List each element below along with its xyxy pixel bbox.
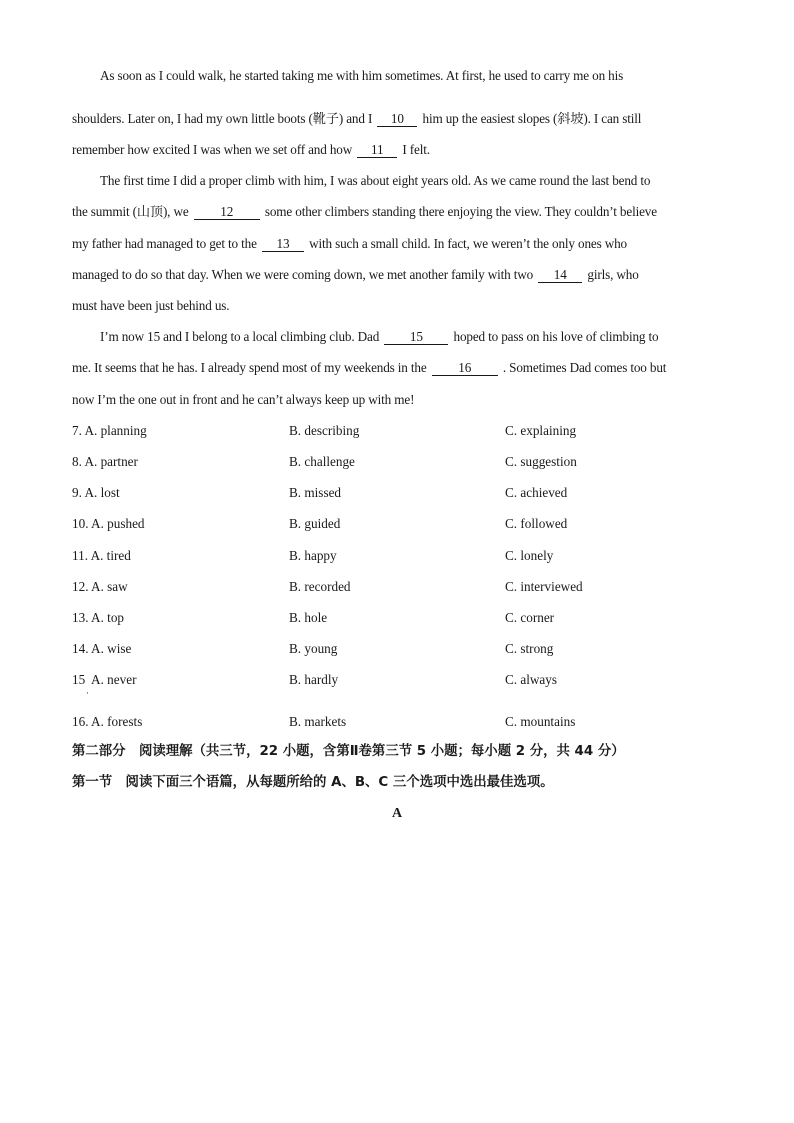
passage-line bbox=[72, 236, 716, 252]
option-b[interactable]: B. hardly bbox=[289, 672, 339, 687]
passage-line bbox=[72, 111, 716, 127]
passage-text: the summit (山顶), we bbox=[72, 204, 189, 219]
option-c[interactable]: C. explaining bbox=[505, 423, 577, 438]
option-a[interactable]: 15 A. never bbox=[72, 672, 137, 687]
passage-line bbox=[100, 68, 716, 84]
passage-text: As soon as I could walk, he started taking me with him sometimes. At first, he used to carry me on his bbox=[100, 68, 624, 83]
option-a[interactable]: 13. A. top bbox=[72, 610, 125, 625]
passage-label: A bbox=[391, 806, 403, 821]
option-a[interactable]: 9. A. lost bbox=[72, 485, 120, 500]
option-c[interactable]: C. achieved bbox=[505, 485, 568, 500]
option-row bbox=[72, 516, 722, 532]
option-row bbox=[72, 454, 722, 470]
option-b[interactable]: B. happy bbox=[289, 548, 337, 563]
option-a[interactable]: 11. A. tired bbox=[72, 548, 131, 563]
blank-14[interactable]: 14 bbox=[538, 268, 582, 283]
option-row bbox=[72, 641, 722, 657]
blank-10[interactable]: 10 bbox=[377, 112, 417, 127]
passage-text: me. It seems that he has. I already spend most of my weekends in the bbox=[72, 360, 427, 375]
passage-line bbox=[72, 267, 716, 283]
passage-line bbox=[72, 392, 716, 408]
option-row bbox=[72, 610, 722, 626]
option-a[interactable]: 16. A. forests bbox=[72, 714, 143, 729]
passage-text: must have been just behind us. bbox=[72, 298, 230, 313]
option-c[interactable]: C. followed bbox=[505, 516, 568, 531]
passage-line bbox=[100, 329, 716, 345]
passage-line bbox=[100, 173, 716, 189]
option-a[interactable]: 12. A. saw bbox=[72, 579, 128, 594]
option-c[interactable]: C. corner bbox=[505, 610, 555, 625]
passage-text: with such a small child. In fact, we weren’t the only ones who bbox=[309, 236, 627, 251]
passage-line bbox=[72, 142, 716, 158]
option-c[interactable]: C. suggestion bbox=[505, 454, 577, 469]
option-c[interactable]: C. always bbox=[505, 672, 558, 687]
option-c[interactable]: C. mountains bbox=[505, 714, 576, 729]
section-heading-section-one: 第一节 阅读下面三个语篇，从每题所给的 A、B、C 三个选项中选出最佳选项。 bbox=[72, 775, 554, 790]
option-c[interactable]: C. interviewed bbox=[505, 579, 583, 594]
blank-13[interactable]: 13 bbox=[262, 237, 304, 252]
option-row bbox=[72, 714, 722, 730]
passage-line bbox=[72, 298, 716, 314]
passage-text: remember how excited I was when we set off and how bbox=[72, 142, 353, 157]
option-a[interactable]: 10. A. pushed bbox=[72, 516, 145, 531]
passage-text: hoped to pass on his love of climbing to bbox=[453, 329, 659, 344]
option-a[interactable]: 14. A. wise bbox=[72, 641, 132, 656]
option-a[interactable]: 7. A. planning bbox=[72, 423, 147, 438]
option-row bbox=[72, 485, 722, 501]
option-row bbox=[72, 672, 722, 688]
passage-text: some other climbers standing there enjoying the view. They couldn’t believe bbox=[264, 204, 657, 219]
option-row bbox=[72, 579, 722, 595]
blank-11[interactable]: 11 bbox=[357, 143, 397, 158]
stray-dot-mark: · bbox=[86, 688, 89, 698]
passage-text: . Sometimes Dad comes too but bbox=[502, 360, 667, 375]
section-heading-part-two: 第二部分 阅读理解（共三节，22 小题，含第Ⅱ卷第三节 5 小题；每小题 2 分，共 44 分） bbox=[72, 744, 625, 759]
passage-text: I felt. bbox=[402, 142, 430, 157]
blank-15[interactable]: 15 bbox=[384, 330, 448, 345]
passage-text: now I’m the one out in front and he can’t always keep up with me! bbox=[72, 392, 415, 407]
option-c[interactable]: C. strong bbox=[505, 641, 554, 656]
passage-line bbox=[72, 204, 716, 220]
option-row bbox=[72, 548, 722, 564]
passage-text: I’m now 15 and I belong to a local climbing club. Dad bbox=[100, 329, 380, 344]
passage-text: shoulders. Later on, I had my own little boots (靴子) and I bbox=[72, 111, 373, 126]
option-row bbox=[72, 423, 722, 439]
passage-line bbox=[72, 360, 716, 376]
option-b[interactable]: B. hole bbox=[289, 610, 328, 625]
passage-text: managed to do so that day. When we were coming down, we met another family with two bbox=[72, 267, 534, 282]
blank-16[interactable]: 16 bbox=[432, 361, 498, 376]
passage-text: him up the easiest slopes (斜坡). I can still bbox=[422, 111, 642, 126]
option-b[interactable]: B. challenge bbox=[289, 454, 355, 469]
passage-text: The first time I did a proper climb with him, I was about eight years old. As we came round the last bend to bbox=[100, 173, 651, 188]
option-a[interactable]: 8. A. partner bbox=[72, 454, 138, 469]
option-b[interactable]: B. guided bbox=[289, 516, 341, 531]
blank-12[interactable]: 12 bbox=[194, 205, 260, 220]
option-c[interactable]: C. lonely bbox=[505, 548, 554, 563]
option-b[interactable]: B. missed bbox=[289, 485, 342, 500]
passage-text: girls, who bbox=[587, 267, 639, 282]
option-b[interactable]: B. young bbox=[289, 641, 338, 656]
passage-text: my father had managed to get to the bbox=[72, 236, 257, 251]
option-b[interactable]: B. describing bbox=[289, 423, 360, 438]
option-b[interactable]: B. recorded bbox=[289, 579, 351, 594]
option-b[interactable]: B. markets bbox=[289, 714, 347, 729]
